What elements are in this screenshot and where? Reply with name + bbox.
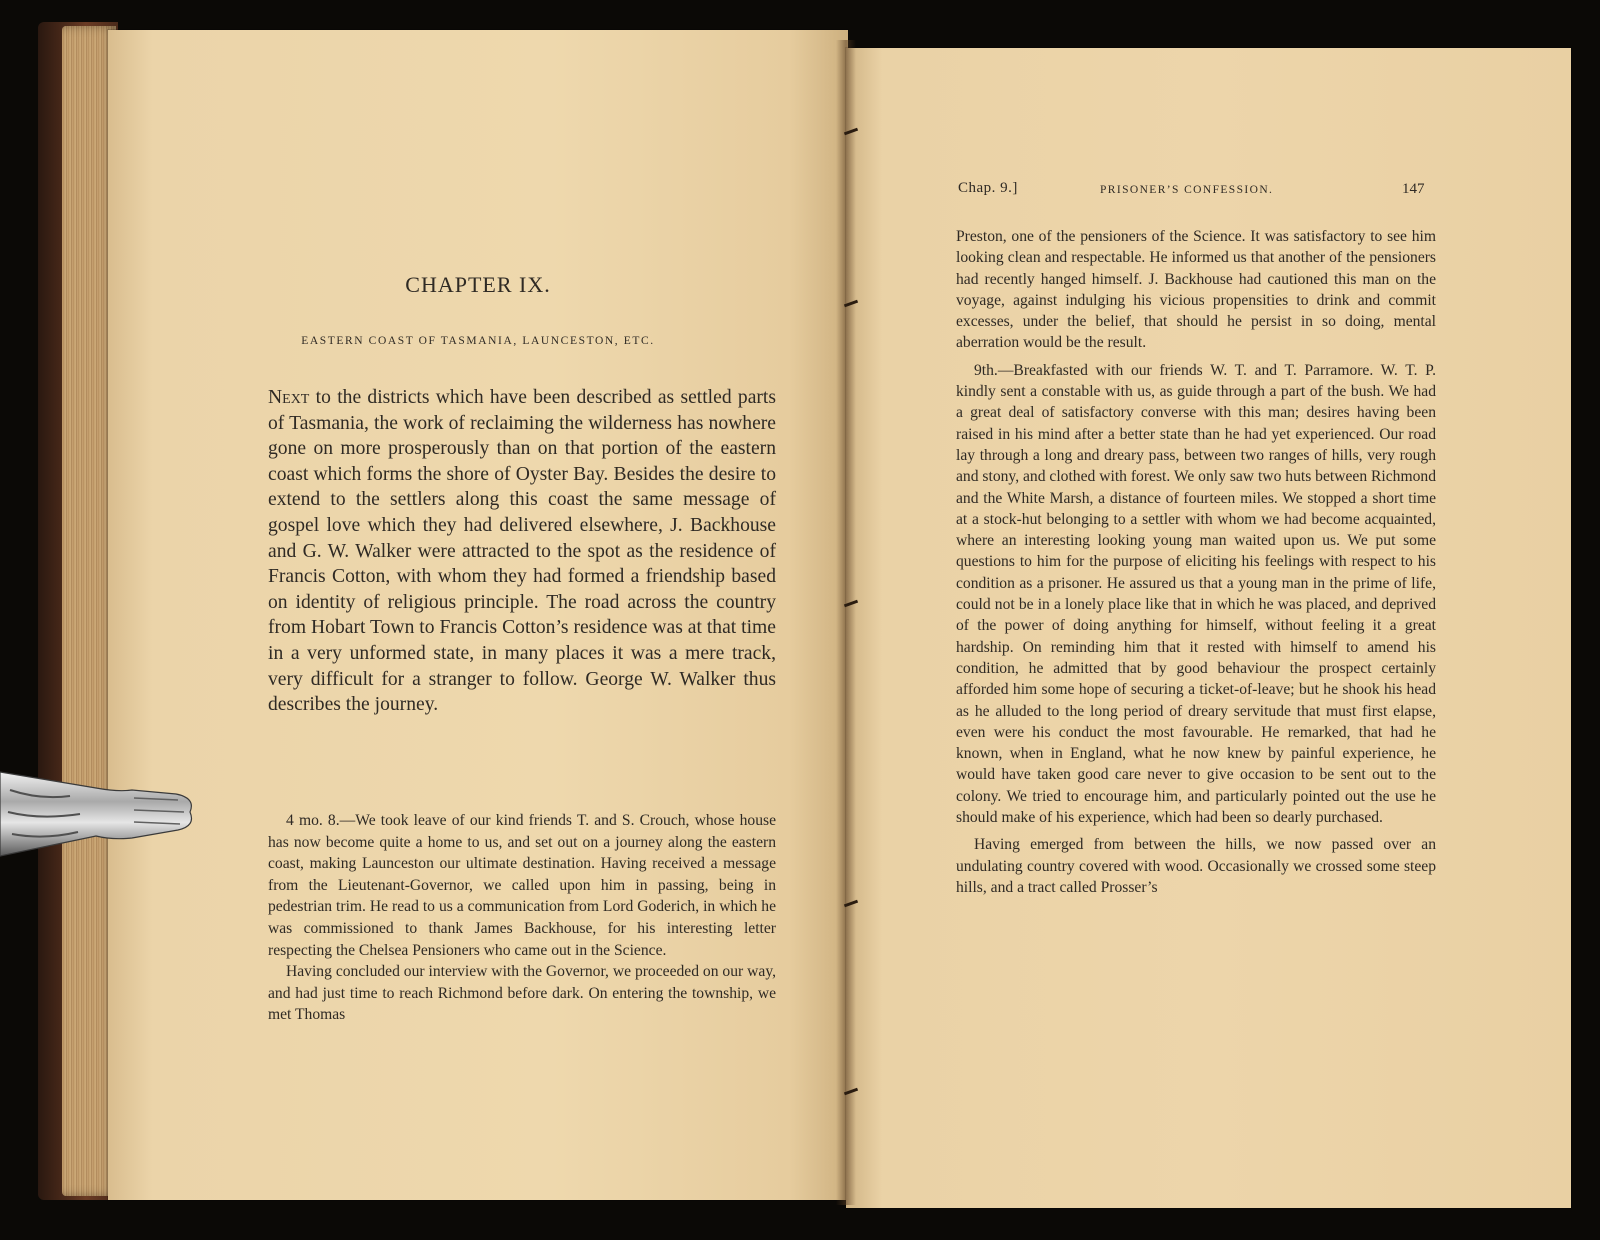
body-paragraph: 9th.—Breakfasted with our friends W. T. and T. Parramore. W. T. P. kindly sent a constable with us, as guide through a part of the bush. We had a great deal of satisfactory converse with this man; desires having been raised in his mind after a better state than he had yet experienced. Our road lay through a long and dreary pass, between two ranges of hills, very rough and stony, and clothed with forest. We only saw two huts between Richmond and the White Marsh, a distance of fourteen miles. We stopped a short time at a stock-hut belonging to a settler with whom we had become acquainted, where an interesting looking young man waited upon us. We put some questions to him for the purpose of eliciting his feelings with respect to his condition as a prisoner. He assured us that a young man in the prime of life, could not be in a lonely place like that in which he was placed, and deprived of the power of doing anything for himself, without feeling it a great hardship. On reminding him that it rested with himself to amend his condition, he admitted that by good behaviour the prospect certainly afforded him some hope of securing a ticket-of-leave; but he shook his head as he alluded to the long period of dreary servitude that must first elapse, even were his conduct the most favourable. He remarked, that had he known, when in England, what he now knew by painful experience, he would have taken good care never to give occasion to be sent out to the colony. We tried to encourage him, and particularly pointed out the use he should make of his experience, which had been so dearly purchased. [956,361,1436,827]
book-gutter [836,40,856,1205]
journal-extract [268,810,776,1026]
chapter-title: CHAPTER IX. [405,272,551,297]
page-number: 147 [1402,181,1425,197]
metal-bookmark-clip-icon [0,770,200,870]
chapter-subtitle: EASTERN COAST OF TASMANIA, LAUNCESTON, ETC. [301,335,655,347]
running-head-chapter: Chap. 9.] [958,180,1018,196]
opening-paragraph-text: to the districts which have been described as settled parts of Tasmania, the work of reclaiming the wilderness has nowhere gone on more prosperously than on that portion of the eastern coast which forms the shore of Oyster Bay. Besides the desire to extend to the settlers along this coast the same message of gospel love which they had delivered elsewhere, J. Backhouse and G. W. Walker were attracted to the spot as the residence of Francis Cotton, with whom they had formed a friendship based on identity of religious principle. The road across the country from Hobart Town to Francis Cotton’s residence was at that time in a very unformed state, in many places it was a mere track, very difficult for a stranger to follow. George W. Walker thus describes the journey. [268,387,776,716]
journal-paragraph: 4 mo. 8.—We took leave of our kind friends T. and S. Crouch, whose house has now become quite a home to us, and set out on a journey along the eastern coast, making Launceston our ultimate destination. Having received a message from the Lieutenant-Governor, we called upon him in passing, being in pedestrian trim. He read to us a communication from Lord Goderich, in which he was commissioned to thank James Backhouse, for his interesting letter respecting the Chelsea Pensioners who came out in the Science. [268,812,776,959]
right-page-body [956,226,1436,904]
body-paragraph: Preston, one of the pensioners of the Science. It was satisfactory to see him looking clean and respectable. He informed us that another of the pensioners had recently hanged himself. J. Backhouse had cautioned this man on the voyage, against indulging his vicious propensities to drink and commit excesses, under the belief, that should he persist in so doing, mental aberration would be the result. [956,228,1436,352]
opening-word: Next [268,387,310,408]
chapter-opening-paragraph [268,385,776,718]
running-head-title: PRISONER’S CONFESSION. [1100,184,1274,196]
body-paragraph: Having emerged from between the hills, we now passed over an undulating country covered with wood. Occasionally we crossed some steep hills, and a tract called Prosser’s [956,836,1436,896]
journal-paragraph: Having concluded our interview with the Governor, we proceeded on our way, and had just time to reach Richmond before dark. On entering the township, we met Thomas [268,963,776,1024]
